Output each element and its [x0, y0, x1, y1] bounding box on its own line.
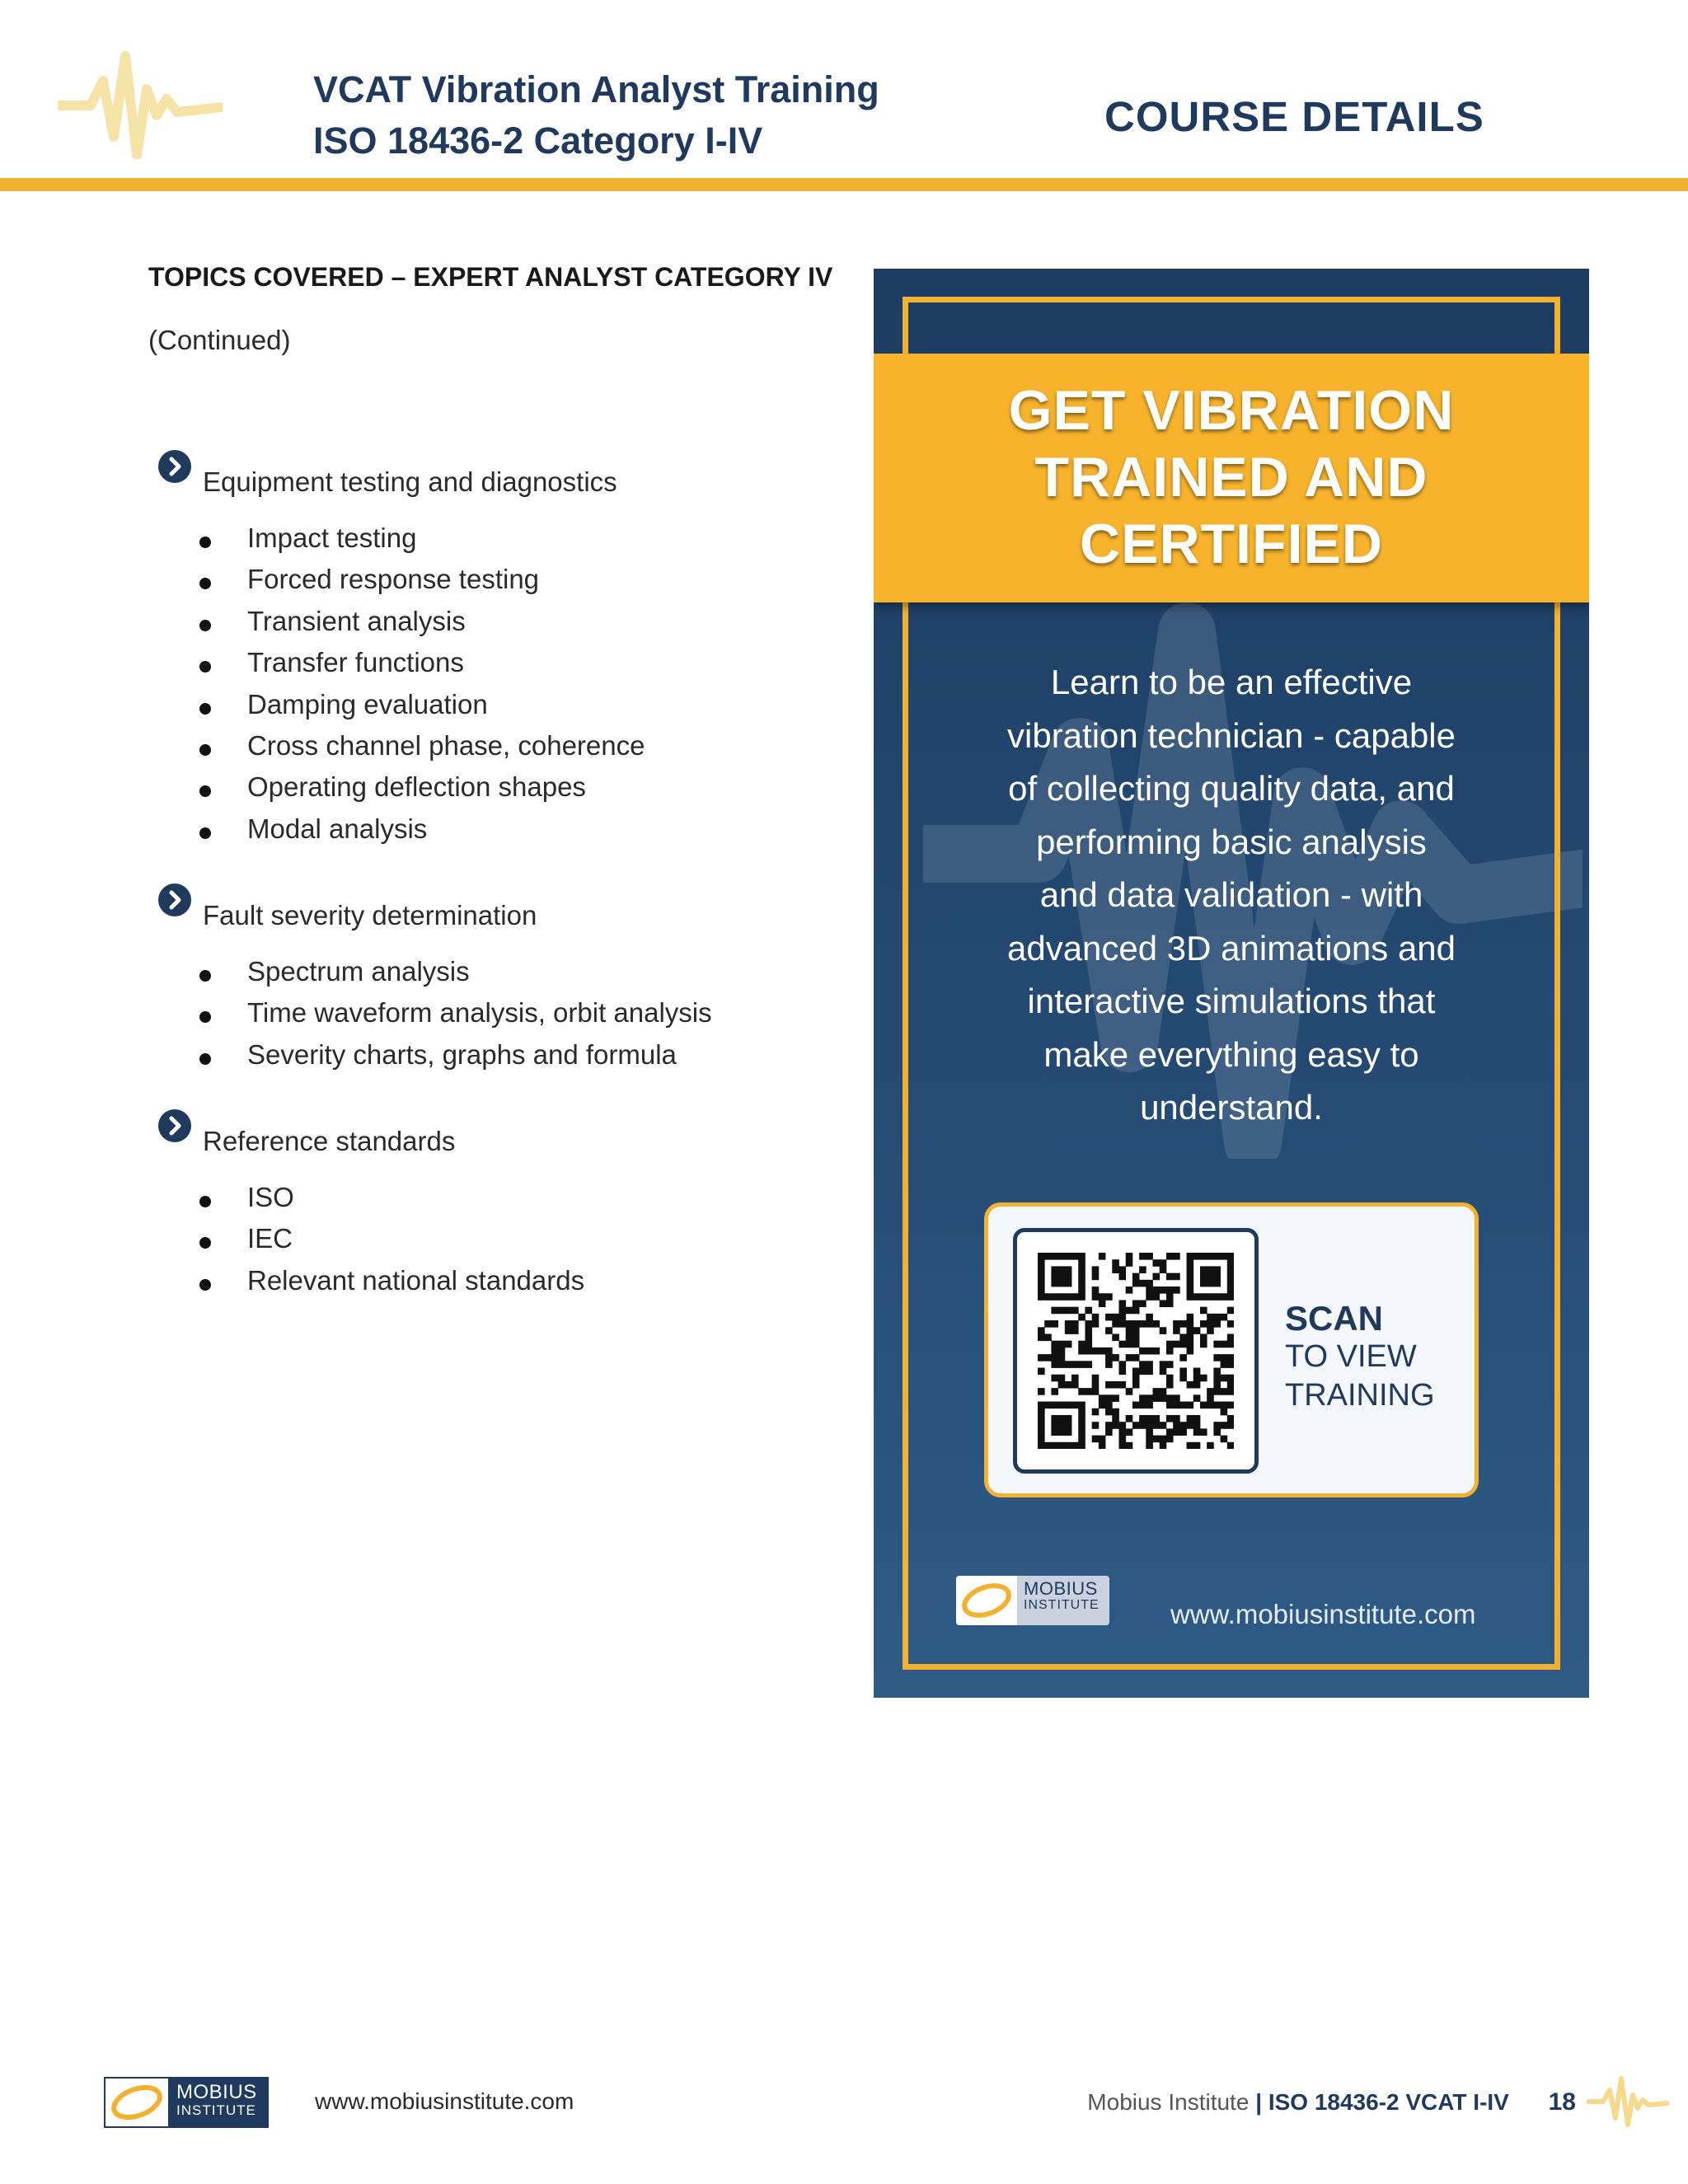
bullet-icon [199, 1011, 211, 1023]
mobius-ring-icon [106, 2079, 168, 2126]
topic-group-label: Reference standards [203, 1126, 456, 1156]
promo-headline: GET VIBRATION TRAINED AND CERTIFIED [1008, 379, 1455, 575]
list-item: Transfer functions [158, 647, 834, 688]
bullet-icon [199, 1053, 211, 1065]
list-item: Severity charts, graphs and formula [158, 1039, 834, 1080]
bullet-icon [199, 744, 211, 756]
page-number: 18 [1548, 2088, 1576, 2116]
topic-group-label: Fault severity determination [203, 900, 537, 930]
footer-separator: | [1255, 2089, 1263, 2115]
bullet-icon [199, 620, 211, 631]
bullet-icon [199, 703, 211, 715]
topics-heading: TOPICS COVERED – EXPERT ANALYST CATEGORY IV [148, 262, 833, 292]
list-item: IEC [158, 1223, 834, 1264]
chevron-right-icon [158, 883, 191, 916]
scan-instructions [1285, 1299, 1435, 1415]
scan-sub-line-2: TRAINING [1285, 1378, 1435, 1413]
bullet-icon [199, 661, 211, 673]
list-item: Spectrum analysis [158, 956, 834, 997]
section-label: COURSE DETAILS [1104, 93, 1484, 140]
bullet-icon [199, 785, 211, 797]
list-item: Relevant national standards [158, 1265, 834, 1306]
list-item: Damping evaluation [158, 689, 834, 730]
topic-group-header [158, 450, 834, 501]
footer-info [1087, 2088, 1576, 2116]
topic-group-label: Equipment testing and diagnostics [203, 466, 617, 497]
chevron-right-icon [158, 1109, 191, 1142]
promo-card [874, 269, 1589, 1698]
qr-code-graphic [1038, 1253, 1234, 1449]
topic-group-equipment-testing [158, 450, 834, 855]
vibration-wave-icon [1587, 2070, 1669, 2128]
topic-group-fault-severity [158, 883, 834, 1080]
topic-list [158, 956, 834, 1080]
footer-org: Mobius Institute [1087, 2089, 1250, 2115]
list-item: ISO [158, 1182, 834, 1223]
list-item: Impact testing [158, 523, 834, 564]
bullet-icon [199, 578, 211, 589]
mobius-logo [956, 1576, 1109, 1625]
bullet-icon [199, 1279, 211, 1291]
vibration-wave-icon [58, 40, 223, 159]
header-divider [0, 178, 1688, 191]
qr-scan-card[interactable] [984, 1202, 1479, 1497]
list-item: Operating deflection shapes [158, 771, 834, 813]
continued-note: (Continued) [148, 325, 291, 355]
bullet-icon [199, 1196, 211, 1207]
bullet-icon [199, 970, 211, 982]
logo-wordmark: MOBIUS INSTITUTE [1017, 1576, 1109, 1625]
list-item: Transient analysis [158, 606, 834, 647]
promo-description: Learn to be an effective vibration technician - capable of collecting quality data, and performing basic analysis and data validation - with advanced 3D animations and interactive simulations that make everything easy to understand. [1006, 663, 1456, 1127]
list-item: Time waveform analysis, orbit analysis [158, 997, 834, 1038]
list-item: Cross channel phase, coherence [158, 730, 834, 771]
footer-logo [104, 2077, 269, 2128]
title-line-1: VCAT Vibration Analyst Training [313, 68, 879, 110]
mobius-ring-icon [956, 1576, 1017, 1625]
footer-course-code: ISO 18436-2 VCAT I-IV [1268, 2089, 1509, 2115]
topic-group-header [158, 883, 834, 935]
bullet-icon [199, 537, 211, 548]
scan-sub-line-1: TO VIEW [1285, 1339, 1417, 1374]
logo-wordmark: MOBIUS INSTITUTE [168, 2079, 269, 2126]
list-item: Forced response testing [158, 564, 834, 605]
topic-list [158, 1182, 834, 1306]
bullet-icon [199, 827, 211, 839]
footer-website-link[interactable]: www.mobiusinstitute.com [315, 2088, 574, 2114]
title-line-2: ISO 18436-2 Category I-IV [313, 120, 763, 162]
scan-label: SCAN [1285, 1299, 1384, 1338]
qr-code-icon[interactable] [1013, 1228, 1259, 1474]
bullet-icon [199, 1237, 211, 1249]
list-item: Modal analysis [158, 813, 834, 855]
promo-website-link[interactable]: www.mobiusinstitute.com [1170, 1599, 1476, 1629]
topic-group-header [158, 1109, 834, 1160]
topic-list [158, 523, 834, 855]
chevron-right-icon [158, 450, 191, 483]
topic-group-reference-standards [158, 1109, 834, 1306]
page-header [0, 0, 1688, 183]
document-title [313, 64, 879, 166]
